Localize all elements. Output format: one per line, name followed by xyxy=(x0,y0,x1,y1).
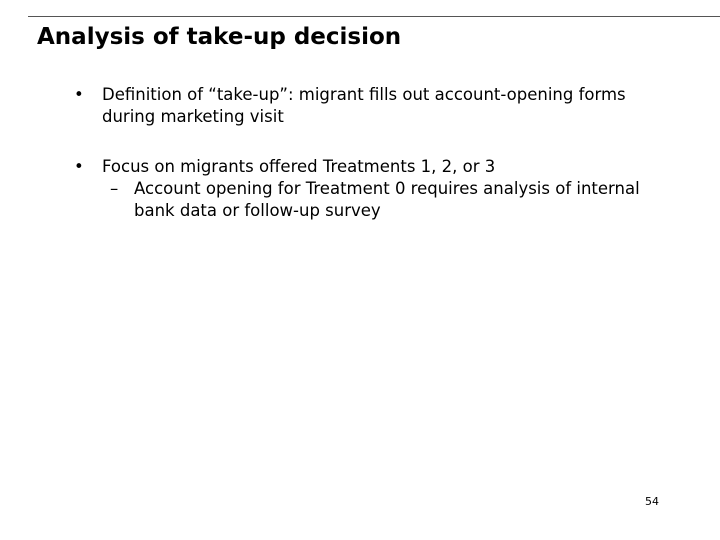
bullet-item-focus xyxy=(74,156,654,222)
sub-bullet-text: Account opening for Treatment 0 requires analysis of internal bank data or follow-up survey xyxy=(134,179,640,220)
bullet-marker: • xyxy=(74,85,84,104)
slide-title: Analysis of take-up decision xyxy=(37,24,402,50)
bullet-text: Definition of “take-up”: migrant fills out account-opening forms during marketing visit xyxy=(102,85,626,126)
top-rule xyxy=(28,16,720,17)
sub-bullet-marker: – xyxy=(110,179,119,198)
bullet-text: Focus on migrants offered Treatments 1, 2, or 3 xyxy=(102,157,496,176)
bullet-item-definition xyxy=(74,84,654,128)
bullet-marker: • xyxy=(74,157,84,176)
sub-bullet-item xyxy=(102,178,654,222)
page-number: 54 xyxy=(645,495,659,508)
